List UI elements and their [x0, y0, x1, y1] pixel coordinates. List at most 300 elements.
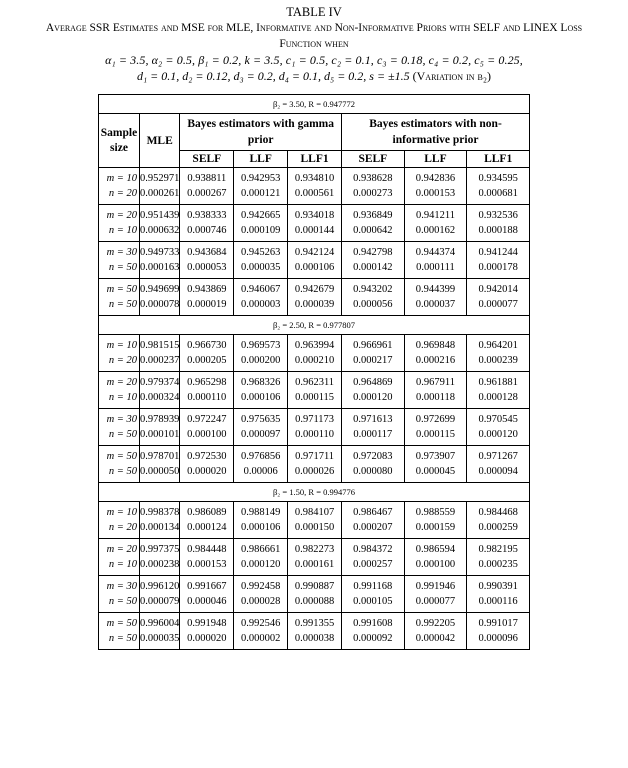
sample-size-cell	[99, 539, 140, 576]
value-cell	[342, 279, 405, 316]
mse-value: 0.000046	[187, 596, 227, 607]
estimate-value: 0.970545	[478, 414, 518, 425]
sample-size-cell	[99, 168, 140, 205]
sample-n-label: n = 50	[108, 466, 137, 477]
value-cell	[180, 613, 234, 650]
value-cell	[342, 205, 405, 242]
value-cell	[234, 613, 288, 650]
estimate-value: 0.991355	[294, 618, 335, 629]
mse-value: 0.000261	[140, 188, 180, 199]
group-row	[99, 316, 530, 335]
value-cell	[404, 205, 467, 242]
mse-value: 0.000100	[415, 559, 456, 570]
sample-n-label: n = 20	[108, 522, 137, 533]
value-cell	[467, 335, 530, 372]
mse-value: 0.000038	[294, 633, 335, 644]
value-cell	[140, 205, 180, 242]
header-sample-size: Sample size	[99, 114, 140, 168]
estimate-value: 0.984372	[353, 544, 393, 555]
table-row	[99, 613, 530, 650]
estimate-value: 0.972530	[187, 451, 227, 462]
sample-m-label: m = 50	[106, 618, 137, 629]
sample-size-cell	[99, 576, 140, 613]
value-cell	[234, 168, 288, 205]
sample-size-cell	[99, 205, 140, 242]
value-cell	[234, 335, 288, 372]
sample-n-label: n = 20	[108, 188, 137, 199]
mse-value: 0.000109	[241, 225, 281, 236]
mse-value: 0.000120	[353, 392, 393, 403]
value-cell	[404, 279, 467, 316]
value-cell	[404, 446, 467, 483]
estimate-value: 0.972247	[187, 414, 227, 425]
estimate-value: 0.942665	[241, 210, 281, 221]
value-cell	[342, 372, 405, 409]
value-cell	[180, 446, 234, 483]
mse-value: 0.000259	[478, 522, 518, 533]
value-cell	[467, 409, 530, 446]
estimate-value: 0.936849	[353, 210, 393, 221]
value-cell	[180, 335, 234, 372]
estimate-value: 0.990887	[294, 581, 335, 592]
estimate-value: 0.942953	[241, 173, 281, 184]
mse-value: 0.000003	[241, 299, 281, 310]
mse-value: 0.000002	[241, 633, 281, 644]
estimate-value: 0.972083	[353, 451, 393, 462]
mse-value: 0.000106	[241, 522, 281, 533]
value-cell	[288, 613, 342, 650]
params-line-1: α₁ = 3.5, α₂ = 0.5, β₁ = 0.2, k = 3.5, c₁ = 0.5, c₂ = 0.1, c₃ = 0.18, c₄ = 0.2, c₅ = 0.25,	[105, 53, 523, 67]
group-label: β₂ = 1.50, R = 0.994776	[99, 483, 530, 502]
params-line-2-values: d₁ = 0.1, d₂ = 0.12, d₃ = 0.2, d₄ = 0.1, d₅ = 0.2, s = ±1.5	[136, 69, 410, 83]
sample-m-label: m = 50	[106, 451, 137, 462]
mse-value: 0.000210	[294, 355, 335, 366]
mse-value: 0.000101	[140, 429, 180, 440]
mse-value: 0.000324	[140, 392, 180, 403]
value-cell	[288, 335, 342, 372]
mse-value: 0.000163	[140, 262, 180, 273]
estimate-value: 0.943202	[353, 284, 393, 295]
estimate-value: 0.944374	[415, 247, 456, 258]
sample-m-label: m = 10	[106, 507, 137, 518]
mse-value: 0.000153	[187, 559, 227, 570]
sample-n-label: n = 50	[108, 299, 137, 310]
mse-value: 0.000100	[187, 429, 227, 440]
value-cell	[342, 613, 405, 650]
table-row	[99, 539, 530, 576]
header-col-llf: LLF	[404, 151, 467, 168]
mse-value: 0.000117	[353, 429, 393, 440]
value-cell	[140, 335, 180, 372]
mse-value: 0.000111	[416, 262, 455, 273]
table-row	[99, 446, 530, 483]
mse-value: 0.000045	[415, 466, 456, 477]
sample-n-label: n = 50	[108, 596, 137, 607]
estimate-value: 0.938628	[353, 173, 393, 184]
estimate-value: 0.971613	[353, 414, 393, 425]
estimate-value: 0.952971	[140, 173, 180, 184]
mse-value: 0.000150	[294, 522, 335, 533]
sample-m-label: m = 30	[106, 414, 137, 425]
header-noninformative-prior: Bayes estimators with non-informative prior	[342, 114, 530, 151]
sample-n-label: n = 50	[108, 262, 137, 273]
sample-size-cell	[99, 502, 140, 539]
value-cell	[342, 446, 405, 483]
group-row	[99, 483, 530, 502]
header-col-self: SELF	[342, 151, 405, 168]
mse-value: 0.000019	[187, 299, 227, 310]
table-row	[99, 502, 530, 539]
estimate-value: 0.978939	[140, 414, 180, 425]
mse-value: 0.000110	[295, 429, 335, 440]
mse-value: 0.000134	[140, 522, 180, 533]
mse-value: 0.000142	[353, 262, 393, 273]
estimate-value: 0.941211	[415, 210, 455, 221]
mse-value: 0.000092	[353, 633, 393, 644]
value-cell	[140, 613, 180, 650]
estimate-value: 0.988559	[415, 507, 456, 518]
value-cell	[234, 502, 288, 539]
value-cell	[467, 168, 530, 205]
results-table	[98, 94, 530, 650]
value-cell	[404, 335, 467, 372]
estimate-value: 0.998378	[140, 507, 180, 518]
estimate-value: 0.992458	[241, 581, 281, 592]
mse-value: 0.000746	[187, 225, 227, 236]
estimate-value: 0.984448	[187, 544, 227, 555]
mse-value: 0.000037	[415, 299, 456, 310]
header-col-self: SELF	[180, 151, 234, 168]
estimate-value: 0.991946	[415, 581, 456, 592]
value-cell	[467, 446, 530, 483]
estimate-value: 0.986089	[187, 507, 227, 518]
estimate-value: 0.978701	[140, 451, 180, 462]
value-cell	[234, 539, 288, 576]
mse-value: 0.000128	[478, 392, 518, 403]
value-cell	[234, 205, 288, 242]
params-line-2-suffix: (Variation in β₂)	[412, 69, 492, 83]
caption-line-2: Function when	[279, 38, 349, 50]
estimate-value: 0.943869	[187, 284, 227, 295]
mse-value: 0.000632	[140, 225, 180, 236]
estimate-value: 0.986467	[353, 507, 393, 518]
mse-value: 0.000035	[140, 633, 180, 644]
table-row	[99, 335, 530, 372]
table-caption	[0, 4, 628, 84]
estimate-value: 0.969573	[241, 340, 281, 351]
value-cell	[404, 576, 467, 613]
value-cell	[467, 242, 530, 279]
mse-value: 0.000217	[353, 355, 393, 366]
mse-value: 0.000110	[187, 392, 227, 403]
mse-value: 0.000039	[294, 299, 335, 310]
estimate-value: 0.934595	[478, 173, 518, 184]
value-cell	[404, 168, 467, 205]
value-cell	[404, 409, 467, 446]
header-row-1	[99, 114, 530, 151]
estimate-value: 0.964201	[478, 340, 518, 351]
estimate-value: 0.934018	[294, 210, 335, 221]
value-cell	[234, 242, 288, 279]
estimate-value: 0.967911	[415, 377, 455, 388]
sample-m-label: m = 50	[106, 284, 137, 295]
value-cell	[342, 242, 405, 279]
mse-value: 0.000273	[353, 188, 393, 199]
value-cell	[234, 372, 288, 409]
estimate-value: 0.996120	[140, 581, 180, 592]
mse-value: 0.000020	[187, 466, 227, 477]
estimate-value: 0.968326	[241, 377, 281, 388]
estimate-value: 0.942679	[294, 284, 335, 295]
value-cell	[404, 242, 467, 279]
value-cell	[180, 242, 234, 279]
estimate-value: 0.942798	[353, 247, 393, 258]
header-mle: MLE	[140, 114, 180, 168]
mse-value: 0.000053	[187, 262, 227, 273]
mse-value: 0.000188	[478, 225, 518, 236]
mse-value: 0.000026	[294, 466, 335, 477]
mse-value: 0.000035	[241, 262, 281, 273]
mse-value: 0.000097	[241, 429, 281, 440]
value-cell	[140, 502, 180, 539]
mse-value: 0.000028	[241, 596, 281, 607]
estimate-value: 0.986661	[241, 544, 281, 555]
sample-m-label: m = 10	[106, 340, 137, 351]
mse-value: 0.000120	[241, 559, 281, 570]
mse-value: 0.000216	[415, 355, 456, 366]
estimate-value: 0.996004	[140, 618, 180, 629]
mse-value: 0.000077	[478, 299, 518, 310]
mse-value: 0.000121	[241, 188, 281, 199]
value-cell	[467, 372, 530, 409]
mse-value: 0.000207	[353, 522, 393, 533]
mse-value: 0.000239	[478, 355, 518, 366]
sample-m-label: m = 30	[106, 581, 137, 592]
estimate-value: 0.951439	[140, 210, 180, 221]
sample-size-cell	[99, 242, 140, 279]
table-row	[99, 409, 530, 446]
estimate-value: 0.966730	[187, 340, 227, 351]
sample-n-label: n = 50	[108, 429, 137, 440]
value-cell	[180, 502, 234, 539]
mse-value: 0.000096	[478, 633, 518, 644]
value-cell	[234, 409, 288, 446]
table-row	[99, 279, 530, 316]
header-col-llf1: LLF1	[467, 151, 530, 168]
group-label: β₂ = 2.50, R = 0.977807	[99, 316, 530, 335]
sample-size-cell	[99, 613, 140, 650]
value-cell	[288, 576, 342, 613]
mse-value: 0.000077	[415, 596, 456, 607]
estimate-value: 0.965298	[187, 377, 227, 388]
estimate-value: 0.969848	[415, 340, 456, 351]
value-cell	[288, 279, 342, 316]
estimate-value: 0.949699	[140, 284, 180, 295]
mse-value: 0.000124	[187, 522, 227, 533]
estimate-value: 0.971267	[478, 451, 518, 462]
mse-value: 0.000200	[241, 355, 281, 366]
mse-value: 0.000118	[415, 392, 455, 403]
estimate-value: 0.991608	[353, 618, 393, 629]
estimate-value: 0.991168	[353, 581, 393, 592]
value-cell	[467, 539, 530, 576]
estimate-value: 0.991017	[478, 618, 518, 629]
value-cell	[342, 576, 405, 613]
estimate-value: 0.944399	[415, 284, 456, 295]
sample-n-label: n = 10	[108, 392, 137, 403]
estimate-value: 0.979374	[140, 377, 180, 388]
estimate-value: 0.982273	[294, 544, 335, 555]
estimate-value: 0.934810	[294, 173, 335, 184]
estimate-value: 0.942836	[415, 173, 456, 184]
mse-value: 0.000159	[415, 522, 456, 533]
value-cell	[180, 372, 234, 409]
mse-value: 0.000178	[478, 262, 518, 273]
sample-n-label: n = 20	[108, 355, 137, 366]
value-cell	[288, 372, 342, 409]
value-cell	[404, 539, 467, 576]
mse-value: 0.000056	[353, 299, 393, 310]
mse-value: 0.000050	[140, 466, 180, 477]
value-cell	[467, 279, 530, 316]
value-cell	[234, 576, 288, 613]
value-cell	[180, 539, 234, 576]
value-cell	[234, 446, 288, 483]
value-cell	[180, 409, 234, 446]
sample-n-label: n = 50	[108, 633, 137, 644]
sample-size-cell	[99, 409, 140, 446]
estimate-value: 0.992205	[415, 618, 456, 629]
estimate-value: 0.963994	[294, 340, 335, 351]
group-row	[99, 95, 530, 114]
mse-value: 0.000238	[140, 559, 180, 570]
table-row	[99, 576, 530, 613]
mse-value: 0.000144	[294, 225, 335, 236]
estimate-value: 0.975635	[241, 414, 281, 425]
value-cell	[140, 446, 180, 483]
sample-size-cell	[99, 446, 140, 483]
value-cell	[404, 372, 467, 409]
estimate-value: 0.992546	[241, 618, 281, 629]
estimate-value: 0.938333	[187, 210, 227, 221]
mse-value: 0.000561	[294, 188, 335, 199]
value-cell	[288, 205, 342, 242]
estimate-value: 0.941244	[478, 247, 518, 258]
mse-value: 0.000257	[353, 559, 393, 570]
value-cell	[288, 409, 342, 446]
estimate-value: 0.986594	[415, 544, 456, 555]
estimate-value: 0.982195	[478, 544, 518, 555]
mse-value: 0.000642	[353, 225, 393, 236]
estimate-value: 0.942124	[294, 247, 335, 258]
estimate-value: 0.991948	[187, 618, 227, 629]
value-cell	[404, 613, 467, 650]
mse-value: 0.000161	[294, 559, 335, 570]
estimate-value: 0.971173	[295, 414, 335, 425]
group-label: β₂ = 3.50, R = 0.947772	[99, 95, 530, 114]
sample-n-label: n = 10	[108, 225, 137, 236]
value-cell	[140, 279, 180, 316]
estimate-value: 0.946067	[241, 284, 281, 295]
mse-value: 0.000267	[187, 188, 227, 199]
value-cell	[404, 502, 467, 539]
value-cell	[180, 279, 234, 316]
mse-value: 0.000120	[478, 429, 518, 440]
value-cell	[467, 502, 530, 539]
value-cell	[342, 409, 405, 446]
mse-value: 0.000106	[241, 392, 281, 403]
estimate-value: 0.976856	[241, 451, 281, 462]
value-cell	[140, 576, 180, 613]
value-cell	[180, 168, 234, 205]
value-cell	[467, 205, 530, 242]
mse-value: 0.000080	[353, 466, 393, 477]
estimate-value: 0.962311	[295, 377, 335, 388]
estimate-value: 0.932536	[478, 210, 518, 221]
mse-value: 0.000079	[140, 596, 180, 607]
estimate-value: 0.981515	[140, 340, 180, 351]
estimate-value: 0.966961	[353, 340, 393, 351]
value-cell	[288, 242, 342, 279]
mse-value: 0.000153	[415, 188, 456, 199]
mse-value: 0.000205	[187, 355, 227, 366]
estimate-value: 0.990391	[478, 581, 518, 592]
value-cell	[140, 409, 180, 446]
mse-value: 0.000681	[478, 188, 518, 199]
mse-value: 0.00006	[243, 466, 278, 477]
value-cell	[342, 539, 405, 576]
value-cell	[140, 168, 180, 205]
value-cell	[140, 372, 180, 409]
estimate-value: 0.938811	[187, 173, 227, 184]
mse-value: 0.000078	[140, 299, 180, 310]
mse-value: 0.000235	[478, 559, 518, 570]
mse-value: 0.000116	[478, 596, 518, 607]
mse-value: 0.000088	[294, 596, 335, 607]
table-row	[99, 168, 530, 205]
value-cell	[180, 205, 234, 242]
table-row	[99, 372, 530, 409]
estimate-value: 0.971711	[295, 451, 335, 462]
estimate-value: 0.991667	[187, 581, 227, 592]
estimate-value: 0.945263	[241, 247, 281, 258]
estimate-value: 0.997375	[140, 544, 180, 555]
sample-n-label: n = 10	[108, 559, 137, 570]
estimate-value: 0.949733	[140, 247, 180, 258]
estimate-value: 0.943684	[187, 247, 227, 258]
table-row	[99, 205, 530, 242]
estimate-value: 0.972699	[415, 414, 456, 425]
mse-value: 0.000106	[294, 262, 335, 273]
sample-m-label: m = 20	[106, 210, 137, 221]
header-gamma-prior: Bayes estimators with gamma prior	[180, 114, 342, 151]
value-cell	[234, 279, 288, 316]
table-number: TABLE IV	[286, 5, 342, 19]
value-cell	[467, 576, 530, 613]
value-cell	[342, 335, 405, 372]
sample-m-label: m = 20	[106, 377, 137, 388]
header-col-llf1: LLF1	[288, 151, 342, 168]
estimate-value: 0.988149	[241, 507, 281, 518]
value-cell	[180, 576, 234, 613]
sample-size-cell	[99, 372, 140, 409]
caption-line-1: Average SSR Estimates and MSE for MLE, Informative and Non-Informative Priors with SELF and LINEX Loss	[45, 22, 583, 34]
mse-value: 0.000042	[415, 633, 456, 644]
sample-size-cell	[99, 279, 140, 316]
mse-value: 0.000115	[295, 392, 335, 403]
estimate-value: 0.964869	[353, 377, 393, 388]
header-col-llf: LLF	[234, 151, 288, 168]
